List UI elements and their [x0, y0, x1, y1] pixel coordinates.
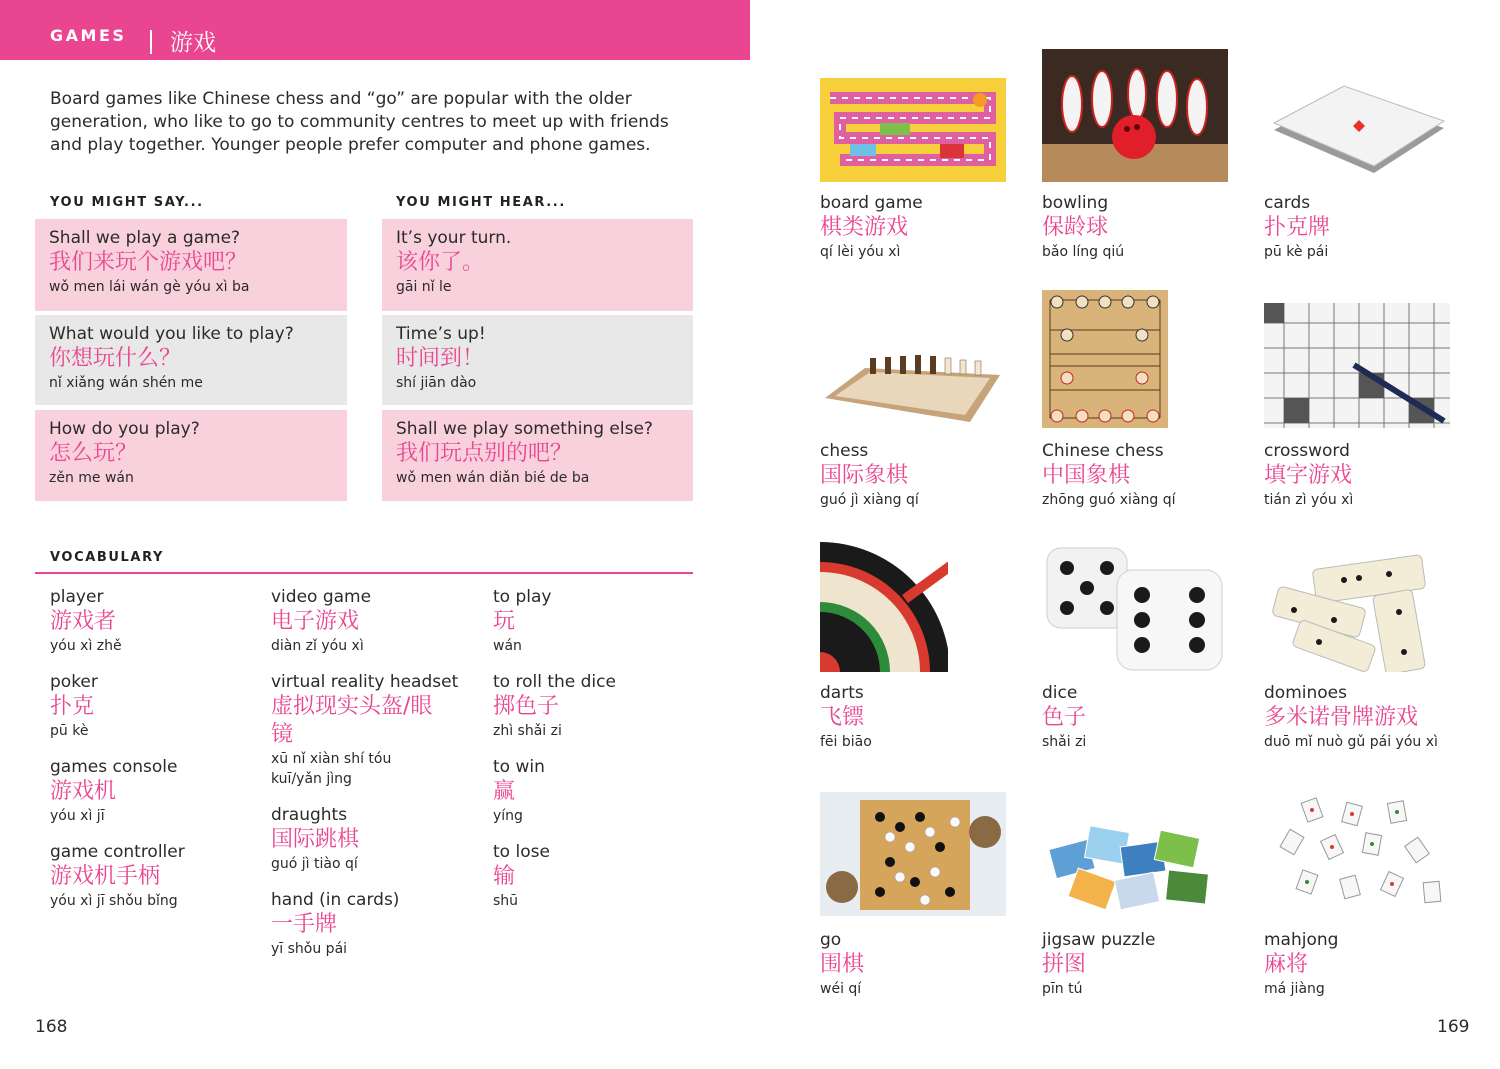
vocab-column-3	[493, 586, 703, 926]
phrase-en: Shall we play something else?	[396, 419, 653, 439]
vocab-zh: 游戏者	[50, 609, 117, 634]
caption-zh: 飞镖	[820, 705, 865, 730]
vocab-en: to lose	[493, 842, 550, 862]
caption-en: chess	[820, 441, 869, 461]
vocab-en: game controller	[50, 842, 185, 862]
vocab-en: video game	[271, 587, 372, 607]
picture-caption	[1042, 192, 1242, 262]
vocabulary-divider	[35, 572, 693, 574]
phrase-zh: 时间到！	[396, 346, 485, 371]
chinese-chess-picture	[1042, 290, 1168, 428]
vocab-zh: 游戏机手柄	[50, 864, 161, 889]
phrase-pinyin: wǒ men wán diǎn bié de ba	[396, 470, 590, 486]
caption-pinyin: guó jì xiàng qí	[820, 492, 919, 508]
caption-en: bowling	[1042, 193, 1109, 213]
caption-zh: 多米诺骨牌游戏	[1264, 705, 1419, 730]
vocab-pinyin: wán	[493, 638, 522, 654]
picture-caption	[820, 192, 1020, 262]
picture-caption	[1264, 929, 1464, 999]
caption-pinyin: pīn tú	[1042, 981, 1083, 997]
vocab-en: player	[50, 587, 104, 607]
vocab-item	[271, 586, 461, 656]
vocab-zh: 游戏机	[50, 779, 117, 804]
caption-en: crossword	[1264, 441, 1350, 461]
phrase-pinyin: wǒ men lái wán gè yóu xì ba	[49, 279, 250, 295]
vocab-zh: 虚拟现实头盔/眼镜	[271, 694, 433, 747]
picture-caption	[1042, 440, 1242, 510]
picture-caption	[820, 440, 1020, 510]
vocab-zh: 一手牌	[271, 912, 338, 937]
darts-picture	[820, 534, 948, 672]
vocab-zh: 电子游戏	[271, 609, 360, 634]
vocab-column-2	[271, 586, 461, 974]
caption-pinyin: wéi qí	[820, 981, 862, 997]
picture-caption	[1042, 929, 1242, 999]
phrase-en: Shall we play a game?	[49, 228, 241, 248]
caption-en: dice	[1042, 683, 1078, 703]
caption-zh: 中国象棋	[1042, 463, 1131, 488]
caption-en: board game	[820, 193, 923, 213]
vocab-pinyin: guó jì tiào qí	[271, 856, 358, 872]
vocab-item	[493, 671, 703, 741]
caption-en: cards	[1264, 193, 1311, 213]
go-picture	[820, 792, 1006, 916]
mahjong-picture	[1264, 792, 1450, 916]
vocab-item	[493, 756, 703, 826]
vocab-en: games console	[50, 757, 178, 777]
vocab-pinyin: yóu xì zhě	[50, 638, 122, 654]
header-divider	[150, 30, 152, 54]
vocab-item	[493, 841, 703, 911]
caption-zh: 麻将	[1264, 952, 1309, 977]
vocab-item	[50, 671, 260, 741]
vocab-item	[50, 756, 260, 826]
vocab-en: hand (in cards)	[271, 890, 400, 910]
dominoes-picture	[1264, 552, 1450, 672]
caption-en: darts	[820, 683, 864, 703]
vocab-zh: 输	[493, 864, 516, 889]
vocab-pinyin: yíng	[493, 808, 523, 824]
phrase-en: How do you play?	[49, 419, 200, 439]
phrase-box	[382, 219, 693, 311]
vocab-pinyin: zhì shǎi zi	[493, 723, 562, 739]
page-number-left: 168	[35, 1017, 68, 1037]
jigsaw-picture	[1042, 814, 1228, 916]
phrase-zh: 我们玩点别的吧？	[396, 441, 573, 466]
vocab-en: virtual reality headset	[271, 672, 459, 692]
vocab-zh: 掷色子	[493, 694, 560, 719]
vocab-item	[493, 586, 703, 656]
picture-caption	[1264, 440, 1464, 510]
phrase-zh: 你想玩什么？	[49, 346, 182, 371]
phrase-pinyin: gāi nǐ le	[396, 279, 452, 295]
section-title-zh: 游戏	[170, 30, 216, 56]
caption-zh: 围棋	[820, 952, 865, 977]
caption-zh: 保龄球	[1042, 215, 1109, 240]
phrase-box	[35, 410, 347, 501]
caption-en: jigsaw puzzle	[1042, 930, 1156, 950]
vocab-pinyin: yī shǒu pái	[271, 941, 348, 957]
vocab-en: to roll the dice	[493, 672, 616, 692]
caption-en: dominoes	[1264, 683, 1347, 703]
caption-pinyin: qí lèi yóu xì	[820, 244, 901, 260]
vocab-pinyin: xū nǐ xiàn shí tóu kuī/yǎn jìng	[271, 751, 392, 787]
vocab-item	[271, 671, 461, 789]
caption-pinyin: duō mǐ nuò gǔ pái yóu xì	[1264, 734, 1438, 750]
chess-picture	[820, 330, 1006, 428]
caption-zh: 国际象棋	[820, 463, 909, 488]
picture-caption	[820, 929, 1020, 999]
you-might-hear-heading: YOU MIGHT HEAR...	[396, 195, 566, 210]
phrase-en: What would you like to play?	[49, 324, 294, 344]
vocab-pinyin: diàn zǐ yóu xì	[271, 638, 364, 654]
phrase-box	[35, 315, 347, 405]
section-title: GAMES	[50, 26, 127, 45]
vocab-en: draughts	[271, 805, 348, 825]
caption-en: go	[820, 930, 842, 950]
vocabulary-heading: VOCABULARY	[50, 550, 165, 565]
caption-en: Chinese chess	[1042, 441, 1164, 461]
picture-caption	[1042, 682, 1242, 752]
picture-caption	[1264, 682, 1474, 752]
phrase-zh: 我们来玩个游戏吧？	[49, 250, 248, 275]
vocab-zh: 赢	[493, 779, 516, 804]
intro-paragraph: Board games like Chinese chess and “go” are popular with the older generation, who like to go to community centres to meet up with friends and play together. Younger people prefer computer and phone games.	[50, 89, 669, 155]
vocab-zh: 玩	[493, 609, 516, 634]
crossword-picture	[1264, 303, 1450, 428]
phrase-en: It’s your turn.	[396, 228, 512, 248]
vocab-pinyin: yóu xì jī shǒu bǐng	[50, 893, 178, 909]
phrase-box	[35, 219, 347, 311]
picture-caption	[820, 682, 1020, 752]
vocab-en: to play	[493, 587, 552, 607]
caption-zh: 棋类游戏	[820, 215, 909, 240]
vocab-item	[50, 841, 260, 911]
phrase-zh: 该你了。	[396, 250, 485, 275]
vocab-item	[271, 804, 461, 874]
vocab-en: poker	[50, 672, 98, 692]
caption-pinyin: bǎo líng qiú	[1042, 244, 1125, 260]
phrase-zh: 怎么玩？	[49, 441, 138, 466]
vocab-item	[50, 586, 260, 656]
vocab-pinyin: pū kè	[50, 723, 89, 739]
caption-zh: 色子	[1042, 705, 1087, 730]
phrase-box	[382, 410, 693, 501]
caption-zh: 填字游戏	[1264, 463, 1353, 488]
caption-pinyin: pū kè pái	[1264, 244, 1329, 260]
vocab-zh: 国际跳棋	[271, 827, 360, 852]
caption-zh: 扑克牌	[1264, 215, 1331, 240]
vocab-pinyin: yóu xì jī	[50, 808, 105, 824]
caption-pinyin: zhōng guó xiàng qí	[1042, 492, 1176, 508]
picture-caption	[1264, 192, 1464, 262]
phrase-box	[382, 315, 693, 405]
phrase-pinyin: shí jiān dào	[396, 375, 477, 391]
page-number-right: 169	[1437, 1017, 1470, 1037]
caption-pinyin: má jiàng	[1264, 981, 1325, 997]
caption-en: mahjong	[1264, 930, 1339, 950]
caption-pinyin: tián zì yóu xì	[1264, 492, 1354, 508]
cards-picture	[1264, 78, 1450, 182]
caption-zh: 拼图	[1042, 952, 1087, 977]
phrase-pinyin: nǐ xiǎng wán shén me	[49, 375, 203, 391]
vocab-pinyin: shū	[493, 893, 519, 909]
vocab-en: to win	[493, 757, 545, 777]
phrase-pinyin: zěn me wán	[49, 470, 134, 486]
board-game-picture	[820, 78, 1006, 182]
vocab-item	[271, 889, 461, 959]
bowling-picture	[1042, 49, 1228, 182]
phrase-en: Time’s up!	[396, 324, 486, 344]
you-might-say-heading: YOU MIGHT SAY...	[50, 195, 204, 210]
dice-picture	[1042, 540, 1228, 672]
vocab-zh: 扑克	[50, 694, 95, 719]
vocab-column-1	[50, 586, 260, 926]
caption-pinyin: shǎi zi	[1042, 734, 1087, 750]
caption-pinyin: fēi biāo	[820, 734, 872, 750]
